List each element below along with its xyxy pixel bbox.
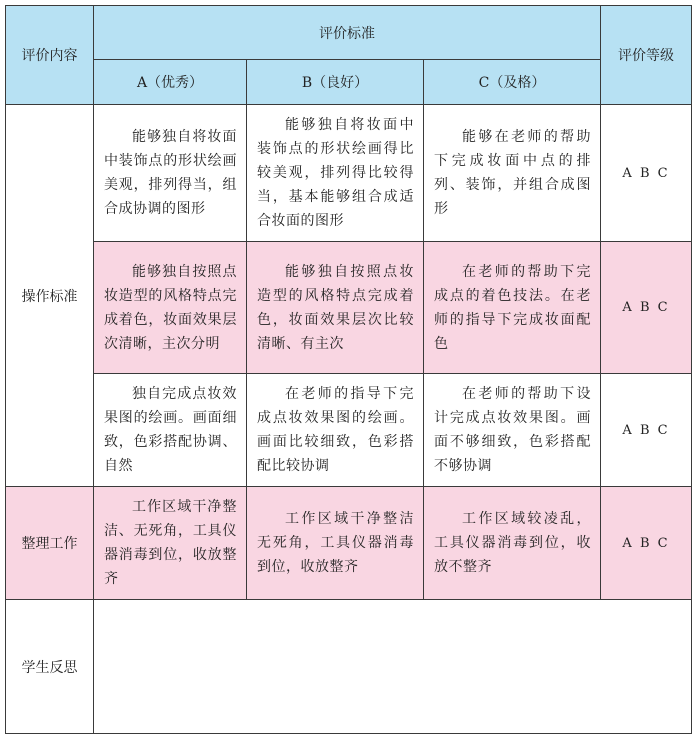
table-row — [6, 487, 692, 600]
header-level-b: B（良好） — [247, 60, 424, 105]
section-label-reflection: 学生反思 — [6, 600, 94, 734]
cell-b: 能够独自将妆面中装饰点的形状绘画得比较美观，排列得比较得当，基本能够组合成适合妆面的图形 — [247, 105, 424, 242]
header-row-levels — [6, 60, 692, 105]
evaluation-table — [5, 5, 692, 734]
table-row — [6, 105, 692, 242]
reflection-input-area[interactable] — [94, 600, 692, 734]
header-level-a: A（优秀） — [94, 60, 247, 105]
header-grade-label: 评价等级 — [601, 6, 692, 105]
grade-cell: A B C — [601, 105, 692, 242]
cell-b: 工作区域干净整洁无死角，工具仪器消毒到位，收放整齐 — [247, 487, 424, 600]
header-content-label: 评价内容 — [6, 6, 94, 105]
cell-a: 工作区域干净整洁、无死角，工具仪器消毒到位，收放整齐 — [94, 487, 247, 600]
cell-a: 能够独自将妆面中装饰点的形状绘画美观，排列得当，组合成协调的图形 — [94, 105, 247, 242]
header-level-c: C（及格） — [424, 60, 601, 105]
table-row — [6, 374, 692, 487]
cell-b: 能够独自按照点妆造型的风格特点完成着色，妆面效果层次比较清晰、有主次 — [247, 242, 424, 374]
cell-c: 在老师的帮助下设计完成点妆效果图。画面不够细致，色彩搭配不够协调 — [424, 374, 601, 487]
grade-cell: A B C — [601, 374, 692, 487]
cell-b: 在老师的指导下完成点妆效果图的绘画。画面比较细致，色彩搭配比较协调 — [247, 374, 424, 487]
cell-c: 工作区域较凌乱，工具仪器消毒到位，收放不整齐 — [424, 487, 601, 600]
cell-c: 在老师的帮助下完成点的着色技法。在老师的指导下完成妆面配色 — [424, 242, 601, 374]
cell-c: 能够在老师的帮助下完成妆面中点的排列、装饰，并组合成图形 — [424, 105, 601, 242]
cell-a: 能够独自按照点妆造型的风格特点完成着色，妆面效果层次清晰，主次分明 — [94, 242, 247, 374]
cell-a: 独自完成点妆效果图的绘画。画面细致，色彩搭配协调、自然 — [94, 374, 247, 487]
grade-cell: A B C — [601, 242, 692, 374]
section-label-tidy: 整理工作 — [6, 487, 94, 600]
header-row-top — [6, 6, 692, 60]
header-standard-label: 评价标准 — [94, 6, 601, 60]
section-label-operation: 操作标准 — [6, 105, 94, 487]
reflection-row — [6, 600, 692, 734]
grade-cell: A B C — [601, 487, 692, 600]
evaluation-table-wrapper — [5, 5, 691, 725]
table-row — [6, 242, 692, 374]
